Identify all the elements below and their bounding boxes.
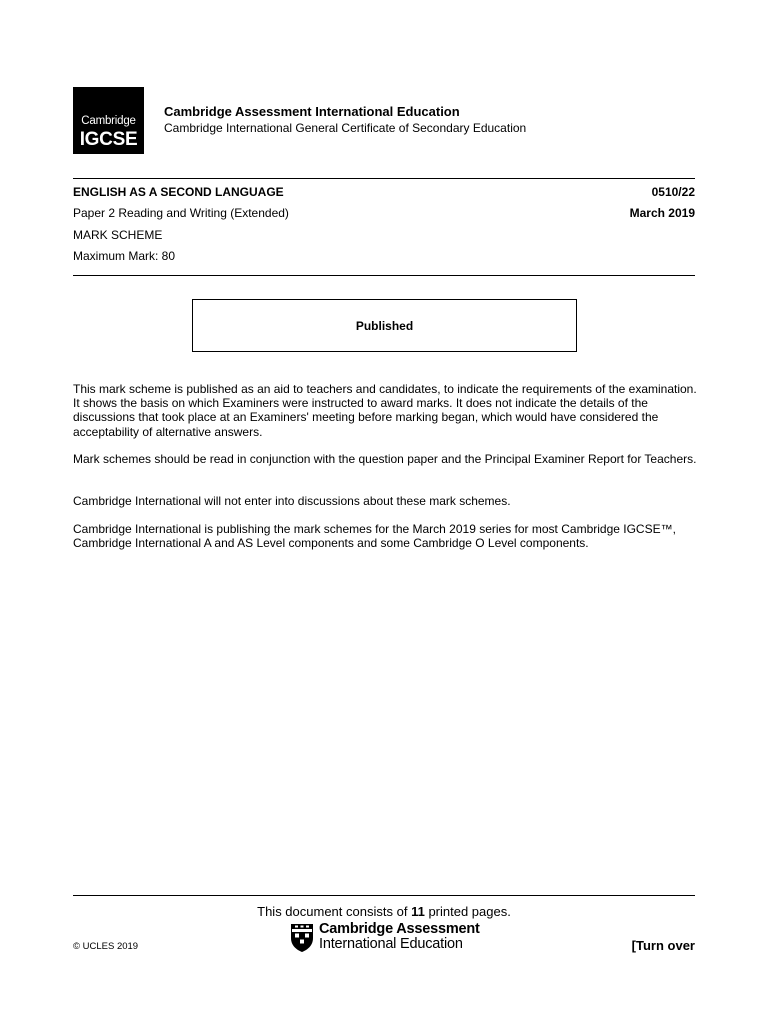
document-type: MARK SCHEME [73, 228, 163, 242]
page-count-number: 11 [411, 904, 425, 919]
published-label: Published [355, 318, 414, 333]
paragraph-purpose: This mark scheme is published as an aid to teachers and candidates, to indicate the requirements of the examination. It shows the basis on which Examiners were instructed to award marks. It does not indicate the details of the discussions that took place at an Examiners' meeting before marking began, which would have considered the acceptability of alternative answers. [73, 382, 697, 439]
header-divider-bottom [73, 275, 695, 276]
org-title: Cambridge Assessment International Education [164, 104, 460, 119]
copyright-notice: © UCLES 2019 [73, 941, 139, 952]
paragraph-publishing: Cambridge International is publishing the mark schemes for the March 2019 series for most Cambridge IGCSE™, Cambridge International A and AS Level components and some Cambridge O Level components. [73, 522, 676, 551]
paragraph-discussions: Cambridge International will not enter into discussions about these mark schemes. [73, 494, 511, 508]
header-divider-top [73, 178, 695, 179]
footer-divider [73, 895, 695, 896]
org-subtitle: Cambridge International General Certificate of Secondary Education [164, 121, 527, 135]
syllabus-code: 0510/22 [651, 185, 695, 199]
logo-igcse-text: IGCSE [79, 129, 138, 150]
cambridge-assessment-logo [290, 922, 480, 956]
maximum-mark: Maximum Mark: 80 [73, 249, 176, 263]
logo-cambridge-text: Cambridge [81, 115, 136, 127]
paragraph-conjunction: Mark schemes should be read in conjunction with the question paper and the Principal Examiner Report for Teachers. [73, 452, 697, 466]
university-crest-icon [290, 923, 314, 953]
paper-title: Paper 2 Reading and Writing (Extended) [73, 206, 289, 220]
igcse-logo [73, 87, 144, 154]
page-count-line [0, 904, 768, 919]
exam-session: March 2019 [629, 206, 695, 220]
subject-title: ENGLISH AS A SECOND LANGUAGE [73, 185, 284, 199]
turn-over-label: [Turn over [631, 938, 695, 953]
footer-logo-line1: Cambridge Assessment [319, 921, 480, 937]
page-count-suffix: printed pages. [428, 904, 511, 919]
footer-logo-line2: International Education [319, 936, 463, 952]
page-count-prefix: This document consists of [257, 904, 408, 919]
published-status-box [192, 299, 577, 352]
